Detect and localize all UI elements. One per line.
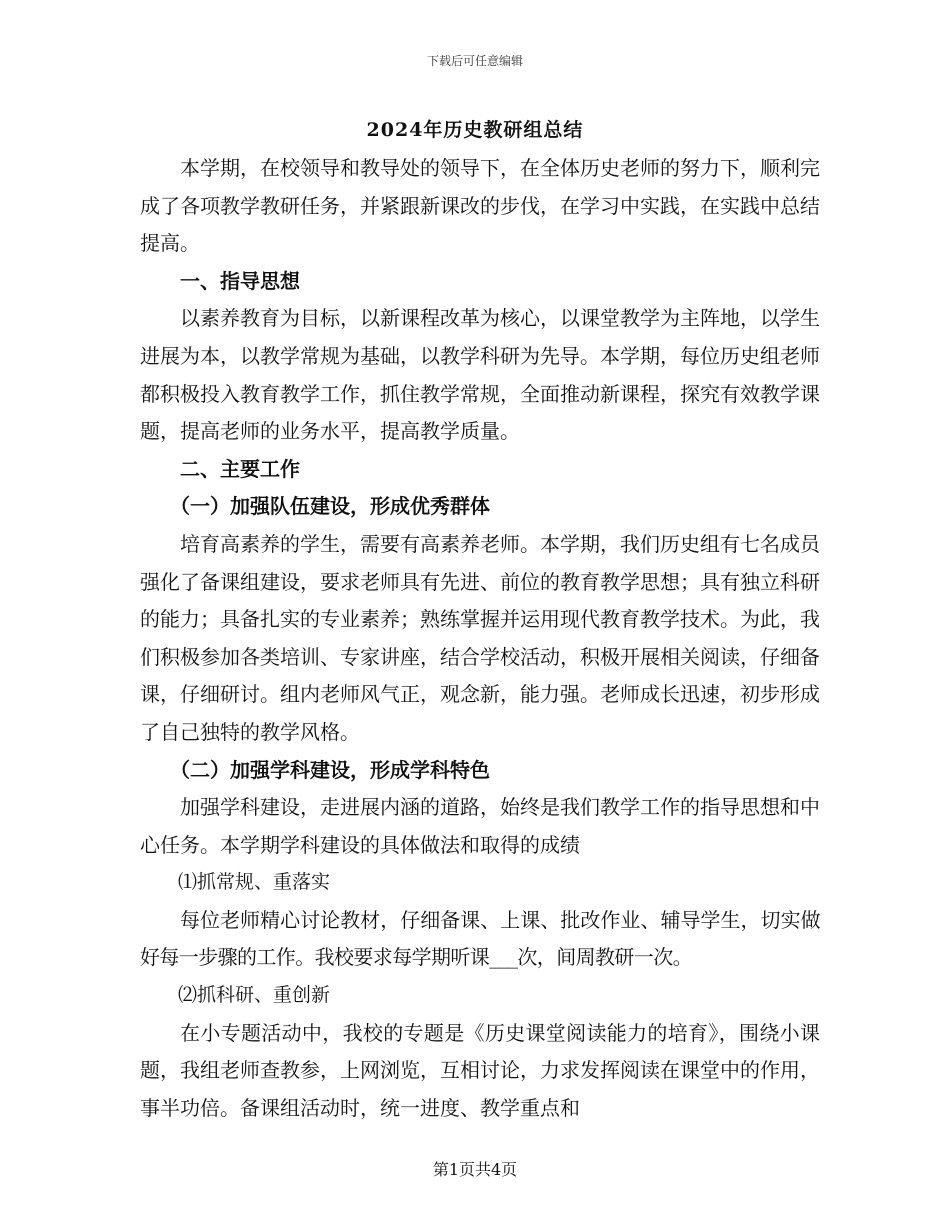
team-building-paragraph: 培育高素养的学生，需要有高素养老师。本学期，我们历史组有七名成员强化了备课组建设，要求老师具有先进、前位的教育教学思想；具有独立科研的能力；具备扎实的专业素养；熟练掌握并运用现代教育教学技术。为此，我们积极参加各类培训、专家讲座，结合学校活动，积极开展相关阅读，仔细备课，仔细研讨。组内老师风气正，观念新，能力强。老师成长迅速，初步形成了自己独特的教学风格。 bbox=[140, 531, 820, 744]
page-indicator: 第1页共4页 bbox=[432, 1160, 518, 1179]
research-paragraph: 在小专题活动中，我校的专题是《历史课堂阅读能力的培育》，围绕小课题，我组老师查教参，上网浏览，互相讨论，力求发挥阅读在课堂中的作用，事半功倍。备课组活动时，统一进度、教学重点和 bbox=[140, 1020, 820, 1120]
intro-paragraph: 本学期，在校领导和教导处的领导下，在全体历史老师的努力下，顺利完成了各项教学教研任务，并紧跟新课改的步伐，在学习中实践，在实践中总结提高。 bbox=[140, 156, 820, 256]
subheading-team-building: （一）加强队伍建设，形成优秀群体 bbox=[170, 494, 490, 519]
item-label-routine: ⑴抓常规、重落实 bbox=[178, 871, 331, 894]
document-title: 2024年历史教研组总结 bbox=[366, 119, 584, 141]
item-label-research: ⑵抓科研、重创新 bbox=[178, 984, 331, 1007]
guiding-thought-paragraph: 以素养教育为目标，以新课程改革为核心，以课堂教学为主阵地，以学生进展为本，以教学常规为基础，以教学科研为先导。本学期，每位历史组老师都积极投入教育教学工作，抓住教学常规，全面推动新课程，探究有效教学课题，提高老师的业务水平，提高教学质量。 bbox=[140, 306, 820, 444]
header-note: 下载后可任意编辑 bbox=[426, 54, 523, 68]
document-body bbox=[140, 150, 820, 1127]
routine-paragraph: 每位老师精心讨论教材，仔细备课、上课、批改作业、辅导学生，切实做好每一步骤的工作。我校要求每学期听课___次，间周教研一次。 bbox=[140, 907, 820, 970]
subheading-subject-building: （二）加强学科建设，形成学科特色 bbox=[170, 757, 490, 782]
section-heading-guiding-thought: 一、指导思想 bbox=[180, 268, 300, 293]
subject-building-paragraph: 加强学科建设，走进展内涵的道路，始终是我们教学工作的指导思想和中心任务。本学期学科建设的具体做法和取得的成绩 bbox=[140, 795, 820, 857]
section-heading-main-work: 二、主要工作 bbox=[180, 456, 300, 481]
